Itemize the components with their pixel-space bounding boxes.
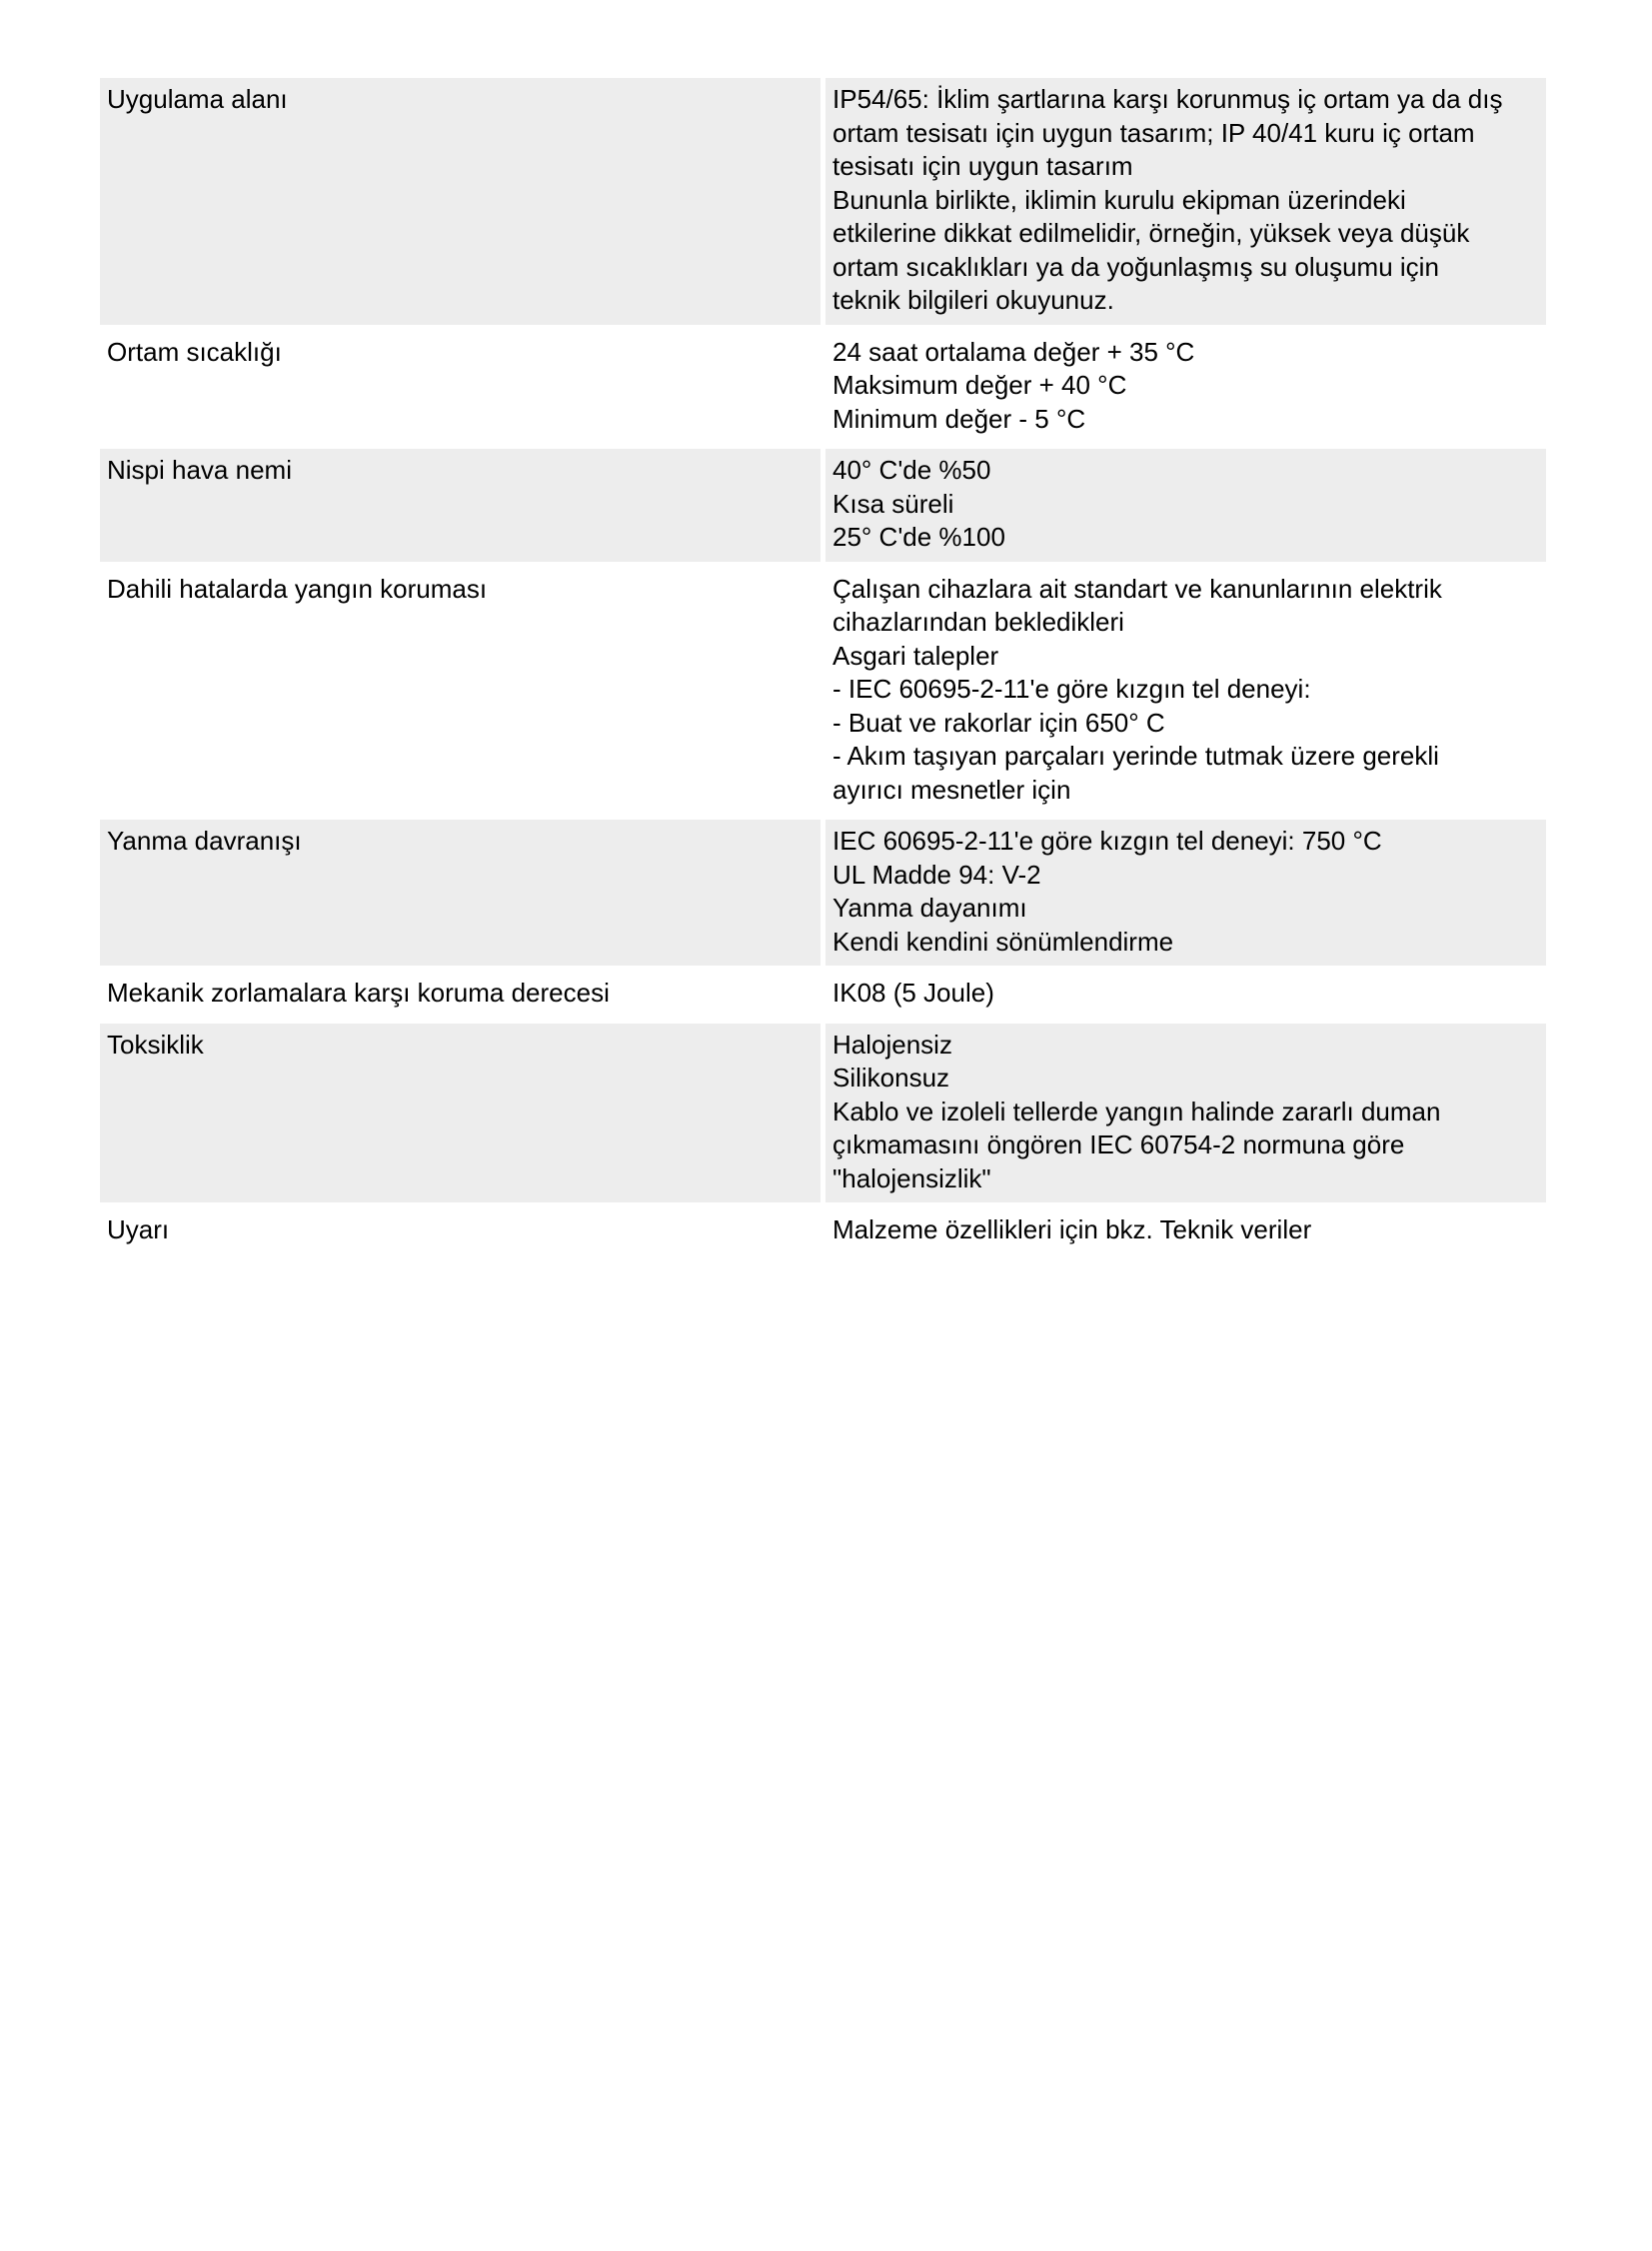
table-row [100,1024,1546,1203]
spec-value-line: IK08 (5 Joule) [832,978,994,1008]
table-row [100,820,1546,966]
spec-table [100,78,1546,1254]
spec-value-line: - Buat ve rakorlar için 650° C [832,707,1165,738]
spec-value [826,78,1546,325]
spec-value [826,449,1546,562]
spec-value-line: IP54/65: İklim şartlarına karşı korunmuş iç ortam ya da dış [832,84,1503,114]
spec-label: Uyarı [107,1214,170,1244]
spec-label: Yanma davranışı [100,820,821,966]
spec-value [826,1208,1546,1254]
spec-value-line: Halojensiz [832,1029,952,1060]
spec-value [826,1024,1546,1203]
spec-value-line: Silikonsuz [832,1063,950,1093]
spec-value-line: IEC 60695-2-11'e göre kızgın tel deneyi: 750 °C [832,826,1382,856]
spec-value-line: ortam tesisatı için uygun tasarım; IP 40/41 kuru iç ortam [832,117,1475,148]
spec-value [826,820,1546,966]
spec-value-line: Yanma dayanımı [832,893,1027,923]
spec-value-line: Maksimum değer + 40 °C [832,370,1127,400]
spec-value-line: çıkmamasını öngören IEC 60754-2 normuna göre [832,1129,1405,1159]
spec-value [826,972,1546,1018]
spec-value-line: Kısa süreli [832,488,954,519]
spec-value-line: "halojensizlik" [832,1162,991,1193]
spec-value [826,331,1546,444]
spec-value-line: - Akım taşıyan parçaları yerinde tutmak üzere gerekli [832,741,1439,771]
spec-value-line: Kablo ve izoleli tellerde yangın halinde zararlı duman [832,1096,1441,1126]
table-row [100,1208,1546,1254]
spec-label: Uygulama alanı [100,78,821,325]
spec-value-line: tesisatı için uygun tasarım [832,151,1133,181]
spec-value [826,568,1546,815]
spec-value-line: 40° C'de %50 [832,455,991,485]
spec-label: Nispi hava nemi [100,449,821,562]
spec-value-line: teknik bilgileri okuyunuz. [832,285,1114,315]
table-row [100,331,1546,444]
table-row [100,449,1546,562]
spec-value-line: 24 saat ortalama değer + 35 °C [832,336,1195,367]
spec-value-line: Çalışan cihazlara ait standart ve kanunlarının elektrik [832,573,1442,604]
spec-label: Ortam sıcaklığı [107,336,282,367]
table-row [100,78,1546,325]
spec-value-line: ayırıcı mesnetler için [832,774,1071,805]
spec-value-line: Asgari talepler [832,640,999,671]
spec-value-line: Kendi kendini sönümlendirme [832,926,1174,957]
spec-value-line: etkilerine dikkat edilmelidir, örneğin, yüksek veya düşük [832,218,1470,248]
spec-label: Dahili hatalarda yangın koruması [107,573,488,604]
table-row [100,568,1546,815]
spec-label: Mekanik zorlamalara karşı koruma derecesi [107,978,610,1008]
spec-value-line: 25° C'de %100 [832,522,1005,552]
spec-value-line: Bununla birlikte, iklimin kurulu ekipman üzerindeki [832,184,1406,215]
spec-value-line: ortam sıcaklıkları ya da yoğunlaşmış su oluşumu için [832,251,1439,282]
spec-label: Toksiklik [100,1024,821,1203]
spec-value-line: Malzeme özellikleri için bkz. Teknik veriler [832,1214,1312,1244]
spec-value-line: UL Madde 94: V-2 [832,859,1041,890]
table-row [100,972,1546,1018]
spec-value-line: - IEC 60695-2-11'e göre kızgın tel deneyi: [832,674,1311,704]
spec-value-line: Minimum değer - 5 °C [832,403,1086,434]
spec-value-line: cihazlarından bekledikleri [832,607,1124,637]
